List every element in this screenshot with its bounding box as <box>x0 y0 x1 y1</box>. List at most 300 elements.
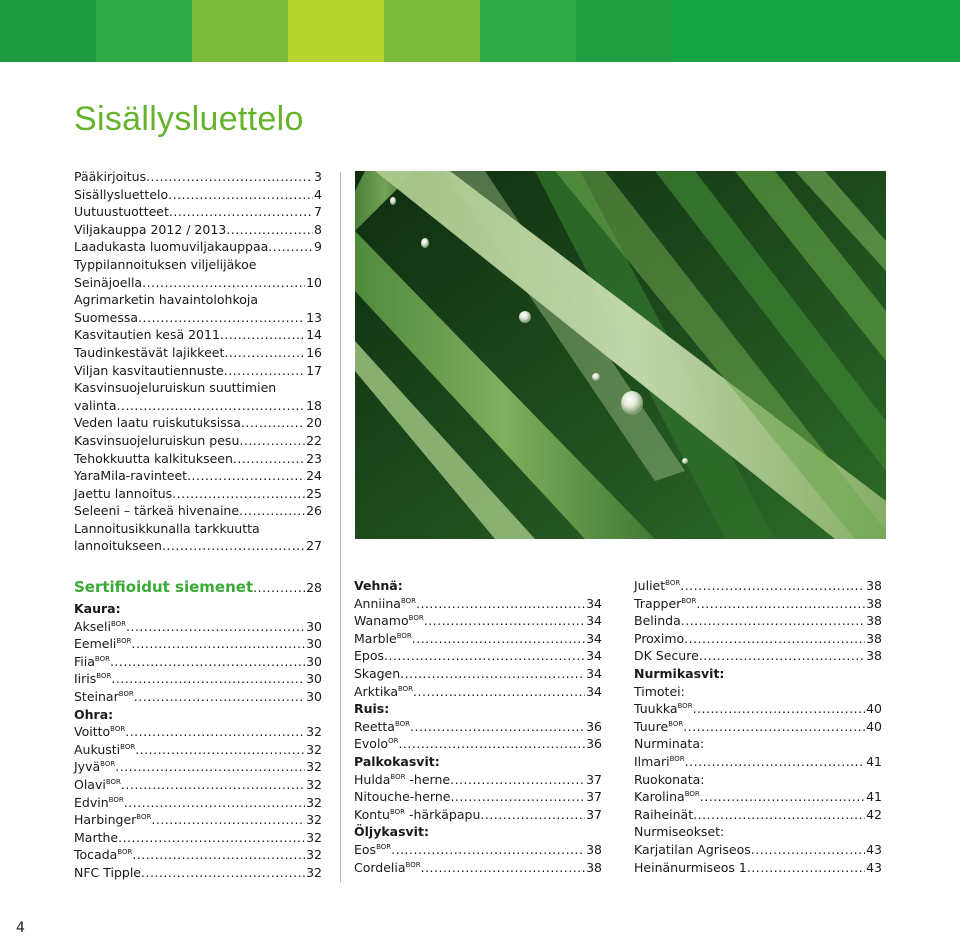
toc-page-number: 36 <box>586 718 602 734</box>
dot-leader <box>134 688 305 706</box>
toc-entry <box>354 647 602 665</box>
toc-entry <box>74 864 322 882</box>
dot-leader <box>138 309 305 327</box>
toc-entry-title <box>74 537 162 555</box>
dot-leader <box>684 630 865 648</box>
dot-leader <box>391 841 585 859</box>
dot-leader <box>700 788 865 806</box>
dot-leader <box>110 653 305 671</box>
color-bar-segment <box>192 0 288 62</box>
toc-entry <box>74 326 322 344</box>
dot-leader <box>747 859 865 877</box>
toc-entry-name: NFC Tipple <box>74 864 141 880</box>
toc-page-number: 43 <box>866 841 882 857</box>
toc-entry-title <box>74 776 121 794</box>
toc-entry-title <box>74 653 110 671</box>
dot-leader <box>450 788 585 806</box>
dot-leader <box>693 700 866 718</box>
toc-entry-title <box>74 326 220 344</box>
toc-entry <box>74 502 322 520</box>
toc-entry-name: Proximo <box>634 630 685 646</box>
toc-page-number: 40 <box>866 718 882 734</box>
toc-entry-name: Heinänurmiseos 1 <box>634 859 747 875</box>
dot-leader <box>126 618 305 636</box>
toc-entry <box>74 450 322 468</box>
toc-entry-trademark: BOR <box>684 789 700 798</box>
toc-section-main-heading <box>74 577 322 598</box>
toc-entry-name: Karjatilan Agriseos <box>634 841 751 857</box>
toc-entry-title <box>74 344 224 362</box>
toc-entry-title <box>74 635 131 653</box>
toc-entry-name: Hulda <box>354 771 391 787</box>
toc-entry-name: Skagen <box>354 665 401 681</box>
toc-entry-name: Viljan kasvitautiennuste <box>74 362 224 378</box>
toc-entry <box>74 741 322 759</box>
dot-leader <box>226 221 313 239</box>
dot-leader <box>410 718 585 736</box>
toc-entry <box>634 718 882 736</box>
toc-entry-title <box>74 485 172 503</box>
toc-entry <box>354 788 602 806</box>
toc-entry-title <box>634 612 681 630</box>
toc-entry-name: Fiia <box>74 653 95 669</box>
toc-entry <box>354 735 602 753</box>
toc-page-number: 23 <box>306 450 322 466</box>
toc-entry-name: Kasvinsuojeluruiskun pesu <box>74 432 240 448</box>
toc-entry-title <box>354 771 450 789</box>
toc-entry-name: Anniina <box>354 595 401 611</box>
toc-entry <box>634 612 882 630</box>
dot-leader <box>135 741 305 759</box>
toc-entry-title <box>74 723 125 741</box>
dot-leader <box>118 829 305 847</box>
toc-entry-name: Seinäjoella <box>74 274 143 290</box>
toc-page-number: 32 <box>306 724 322 740</box>
toc-entry <box>74 794 322 812</box>
toc-entry-trademark: BOR <box>400 596 416 605</box>
toc-page-number: 18 <box>306 397 322 413</box>
toc-entry <box>354 612 602 630</box>
toc-page-number: 43 <box>866 859 882 875</box>
toc-page-number: 28 <box>306 580 322 595</box>
dot-leader <box>169 203 313 221</box>
toc-entry-name: Eos <box>354 841 377 857</box>
toc-entry <box>74 168 322 186</box>
toc-page-number: 32 <box>306 847 322 863</box>
toc-entry <box>74 670 322 688</box>
color-bar-segment <box>288 0 384 62</box>
toc-subheading: Ruokonata: <box>634 771 705 787</box>
toc-entry-trademark: BOR <box>94 654 110 663</box>
toc-page-number: 34 <box>586 648 602 664</box>
toc-entry-trademark: BOR <box>405 860 421 869</box>
toc-entry-trademark: BOR <box>397 684 414 693</box>
toc-page-number: 16 <box>306 344 322 360</box>
toc-entry-trademark: BOR <box>376 842 392 851</box>
toc-entry <box>74 846 322 864</box>
toc-page-number: 34 <box>586 613 602 629</box>
toc-page-number: 30 <box>306 636 322 652</box>
toc-page-number: 32 <box>306 864 322 880</box>
toc-page-number: 25 <box>306 485 322 501</box>
dot-leader <box>384 647 585 665</box>
toc-entry <box>74 309 322 327</box>
dot-leader <box>124 794 305 812</box>
toc-entry-title <box>634 788 700 806</box>
toc-entry <box>74 397 322 415</box>
page-number: 4 <box>16 920 25 936</box>
toc-entry-name: Tehokkuutta kalkitukseen <box>74 450 233 466</box>
toc-entry-name: Viljakauppa 2012 / 2013 <box>74 221 227 237</box>
toc-entry-name: Laadukasta luomuviljakauppaa <box>74 239 269 255</box>
toc-entry <box>634 595 882 613</box>
toc-entry <box>634 806 882 824</box>
toc-entry-name: Nitouche-herne <box>354 789 451 805</box>
toc-page-number: 37 <box>586 789 602 805</box>
toc-entry <box>634 753 882 771</box>
toc-entry <box>74 653 322 671</box>
toc-entry-name: Kasvitautien kesä 2011 <box>74 327 220 343</box>
dot-leader <box>268 238 313 256</box>
toc-entry <box>74 274 322 292</box>
toc-entry-title <box>74 618 126 636</box>
dot-leader <box>751 841 865 859</box>
toc-entry-title <box>634 577 680 595</box>
toc-entry-name: Steinar <box>74 688 119 704</box>
toc-entry-title <box>74 397 117 415</box>
toc-entry-name: Reetta <box>354 718 395 734</box>
toc-entry-trademark: BOR <box>96 672 112 681</box>
toc-entry <box>74 829 322 847</box>
toc-entry-title <box>74 168 146 186</box>
toc-page-number: 32 <box>306 794 322 810</box>
toc-entry-name: Aukusti <box>74 741 121 757</box>
toc-page-number: 17 <box>306 362 322 378</box>
toc-entry-name: Jyvä <box>74 759 101 775</box>
dot-leader <box>450 771 585 789</box>
toc-entry-name: Raiheinät <box>634 806 694 822</box>
dot-leader <box>416 595 585 613</box>
toc-entry-trademark: BOR <box>110 619 127 628</box>
toc-page-number: 41 <box>866 753 882 769</box>
toc-entry-title <box>634 859 747 877</box>
toc-page-number: 38 <box>866 578 882 593</box>
toc-entry <box>354 595 602 613</box>
toc-page-number: 32 <box>306 759 322 775</box>
toc-entry-name: Akseli <box>74 618 111 634</box>
toc-page-number: 32 <box>306 812 322 828</box>
toc-page-number: 13 <box>306 309 322 325</box>
toc-seeds-column-3 <box>634 577 882 876</box>
toc-page-number: 32 <box>306 776 322 792</box>
toc-entry-name: Voitto <box>74 724 111 740</box>
toc-entry-name: Evolo <box>354 736 389 752</box>
column-divider <box>340 172 341 882</box>
dot-leader <box>241 414 305 432</box>
toc-page-number: 3 <box>314 169 322 184</box>
toc-entry-title <box>354 665 400 683</box>
toc-entry <box>634 788 882 806</box>
toc-entry-name: Tocada <box>74 847 118 863</box>
dot-leader <box>693 806 865 824</box>
toc-entry-title <box>74 670 111 688</box>
toc-entry-name: Pääkirjoitus <box>74 169 147 184</box>
toc-entry <box>74 688 322 706</box>
top-color-bar <box>0 0 960 62</box>
toc-section-heading: Nurmikasvit: <box>634 665 725 681</box>
dot-leader <box>699 647 865 665</box>
toc-entry-name: Arktika <box>354 683 398 699</box>
dot-leader <box>683 718 865 736</box>
toc-entry-line: Agrimarketin havaintolohkoja <box>74 292 259 308</box>
toc-page-number: 37 <box>586 806 602 822</box>
toc-entry-title <box>634 806 693 824</box>
color-bar-segment <box>0 0 96 62</box>
toc-entry <box>354 630 602 648</box>
dot-leader <box>187 467 305 485</box>
toc-section-heading: Öljykasvit: <box>354 824 429 840</box>
toc-entry-name: Karolina <box>634 789 685 805</box>
toc-entry-title <box>74 186 168 204</box>
toc-entry <box>74 432 322 450</box>
toc-page-number: 34 <box>586 665 602 681</box>
toc-entry-name: Suomessa <box>74 309 139 325</box>
toc-entry-title <box>74 238 268 256</box>
color-bar-segment <box>864 0 960 62</box>
toc-page-number: 24 <box>306 468 322 484</box>
toc-entry-trademark: BOR <box>669 754 685 763</box>
dot-leader <box>115 758 305 776</box>
toc-page-number: 14 <box>306 327 322 343</box>
toc-seeds-column-1 <box>74 577 322 882</box>
dot-leader <box>121 776 305 794</box>
toc-page-number: 37 <box>586 771 602 787</box>
toc-entry-name: Marble <box>354 630 397 646</box>
toc-entry-name: Uutuustuotteet <box>74 204 169 220</box>
toc-page-number: 38 <box>586 841 602 857</box>
toc-entry-title <box>74 811 151 829</box>
toc-entry-trademark: BOR <box>108 795 124 804</box>
toc-page-number: 27 <box>306 538 322 554</box>
toc-heading-title: Sertifioidut siemenet <box>74 578 254 596</box>
toc-page-number: 34 <box>586 630 602 646</box>
toc-entry-title <box>74 450 233 468</box>
toc-page-number: 4 <box>314 186 322 202</box>
toc-entry-name: Sisällysluettelo <box>74 186 169 202</box>
toc-entry-title <box>74 203 169 221</box>
toc-page-number: 32 <box>306 829 322 845</box>
dot-leader <box>117 397 306 415</box>
toc-entry-name: Seleeni – tärkeä hivenaine <box>74 503 240 519</box>
dot-leader <box>220 326 305 344</box>
toc-entry <box>634 577 882 595</box>
toc-entry-name: Kontu <box>354 806 390 822</box>
dot-leader <box>421 859 586 877</box>
toc-page-number: 30 <box>306 653 322 669</box>
dot-leader <box>142 274 305 292</box>
toc-entry-name: Tuure <box>634 718 669 734</box>
toc-entry-trademark: BOR <box>677 702 693 710</box>
toc-entry-title <box>634 718 683 736</box>
toc-page-number: 34 <box>586 595 602 611</box>
toc-page-number: 42 <box>866 806 882 822</box>
color-bar-segment <box>672 0 768 62</box>
toc-entry <box>74 203 322 221</box>
dot-leader <box>111 670 305 688</box>
toc-entry-trademark: BOR <box>396 631 412 640</box>
dot-leader <box>412 630 585 648</box>
dot-leader <box>141 864 305 882</box>
dot-leader <box>131 635 305 653</box>
page-title: Sisällysluettelo <box>74 100 304 138</box>
color-bar-segment <box>384 0 480 62</box>
dot-leader <box>400 665 585 683</box>
toc-entry-name: Belinda <box>634 613 681 629</box>
toc-main-list <box>74 168 322 555</box>
toc-entry-title <box>74 794 124 812</box>
toc-entry <box>74 414 322 432</box>
toc-subheading: Timotei: <box>634 683 685 699</box>
color-bar-segment <box>768 0 864 62</box>
toc-entry <box>354 718 602 736</box>
toc-entry <box>634 647 882 665</box>
toc-entry-title <box>354 735 398 753</box>
toc-entry-title <box>74 414 241 432</box>
dot-leader <box>685 753 865 771</box>
toc-entry-name: Olavi <box>74 776 106 792</box>
toc-entry-name: Marthe <box>74 829 119 845</box>
toc-entry <box>634 859 882 877</box>
toc-entry-trademark: BOR <box>105 777 121 786</box>
toc-entry-title <box>354 859 421 877</box>
dot-leader <box>398 735 585 753</box>
dot-leader <box>146 168 313 186</box>
dot-leader <box>424 612 585 630</box>
toc-section-heading: Palkokasvit: <box>354 753 440 769</box>
toc-entry-title <box>354 683 413 701</box>
dot-leader <box>172 485 305 503</box>
toc-entry <box>74 238 322 256</box>
toc-section-heading: Ohra: <box>74 706 114 722</box>
toc-page-number: 38 <box>866 648 882 664</box>
toc-entry-name: Edvin <box>74 794 109 810</box>
toc-entry-title <box>74 741 135 759</box>
dot-leader <box>696 595 865 613</box>
toc-entry-title <box>634 595 696 613</box>
toc-subheading: Nurminata: <box>634 736 705 752</box>
toc-entry <box>74 537 322 555</box>
toc-entry-name: valinta <box>74 397 117 413</box>
toc-entry-title <box>354 630 412 648</box>
toc-page-number: 26 <box>306 503 322 519</box>
toc-entry-title <box>354 612 424 630</box>
toc-entry-title <box>74 362 224 380</box>
toc-entry-title <box>634 753 685 771</box>
toc-page-number: 30 <box>306 671 322 687</box>
toc-entry-trademark: BOR <box>390 772 406 781</box>
toc-entry <box>354 859 602 877</box>
dot-leader <box>681 612 865 630</box>
toc-entry <box>74 618 322 636</box>
toc-entry <box>74 635 322 653</box>
toc-section-heading: Vehnä: <box>354 578 403 593</box>
toc-entry-title <box>634 630 684 648</box>
toc-entry-trademark: BOR <box>681 596 697 605</box>
toc-entry <box>74 723 322 741</box>
toc-entry-suffix: -herne <box>405 771 451 787</box>
dot-leader <box>151 811 305 829</box>
toc-entry-name: Juliet <box>634 578 666 593</box>
toc-entry-title <box>354 595 416 613</box>
toc-entry <box>634 841 882 859</box>
toc-entry <box>74 467 322 485</box>
toc-entry-trademark: BOR <box>668 719 684 728</box>
toc-entry-line: Kasvinsuojeluruiskun suuttimien <box>74 380 277 396</box>
toc-entry-title <box>74 274 142 292</box>
toc-entry-name: Epos <box>354 648 384 664</box>
toc-entry <box>74 758 322 776</box>
toc-page-number: 7 <box>314 204 322 220</box>
toc-entry-title <box>74 846 132 864</box>
toc-entry-title <box>634 700 693 718</box>
toc-entry-title <box>354 788 450 806</box>
toc-entry-name: Cordelia <box>354 859 406 875</box>
dot-leader <box>253 578 305 598</box>
toc-entry-title <box>354 718 410 736</box>
toc-entry <box>74 362 322 380</box>
toc-page-number: 9 <box>314 239 322 255</box>
toc-page-number: 22 <box>306 432 322 448</box>
dot-leader <box>132 846 305 864</box>
toc-entry-trademark: BOR <box>117 848 133 857</box>
toc-entry-trademark: BOR <box>394 719 411 728</box>
toc-entry-trademark: BOR <box>389 807 406 816</box>
toc-entry-name: Trapper <box>634 595 682 611</box>
toc-page-number: 38 <box>586 859 602 875</box>
dot-leader <box>680 577 865 595</box>
toc-entry-suffix: -härkäpapu <box>405 806 481 822</box>
toc-entry <box>354 841 602 859</box>
toc-entry-trademark: BOR <box>136 812 152 821</box>
toc-page-number: 30 <box>306 618 322 634</box>
toc-page-number: 38 <box>866 630 882 646</box>
toc-entry-trademark: BOR <box>116 637 132 646</box>
color-bar-segment <box>480 0 576 62</box>
toc-page-number: 34 <box>586 683 602 699</box>
toc-page-number: 36 <box>586 736 602 752</box>
toc-entry <box>354 665 602 683</box>
toc-entry-title <box>74 309 138 327</box>
toc-page-number: 20 <box>306 415 322 431</box>
toc-entry-trademark: BOR <box>408 614 424 623</box>
grass-dewdrop-photo <box>355 171 886 539</box>
toc-entry-title <box>74 758 115 776</box>
toc-entry-name: Jaettu lannoitus <box>74 485 173 501</box>
toc-entry-title <box>354 806 480 824</box>
dot-leader <box>224 362 305 380</box>
toc-entry-title <box>74 502 239 520</box>
toc-entry <box>354 683 602 701</box>
toc-entry-trademark: BOR <box>665 578 681 587</box>
toc-entry-trademark: OR <box>388 737 399 746</box>
toc-entry-name: Eemeli <box>74 636 117 652</box>
toc-entry-title <box>634 647 699 665</box>
toc-entry-title <box>74 221 226 239</box>
toc-entry <box>74 776 322 794</box>
toc-entry-name: Iiris <box>74 671 97 687</box>
dot-leader <box>125 723 305 741</box>
toc-entry-title <box>354 841 391 859</box>
